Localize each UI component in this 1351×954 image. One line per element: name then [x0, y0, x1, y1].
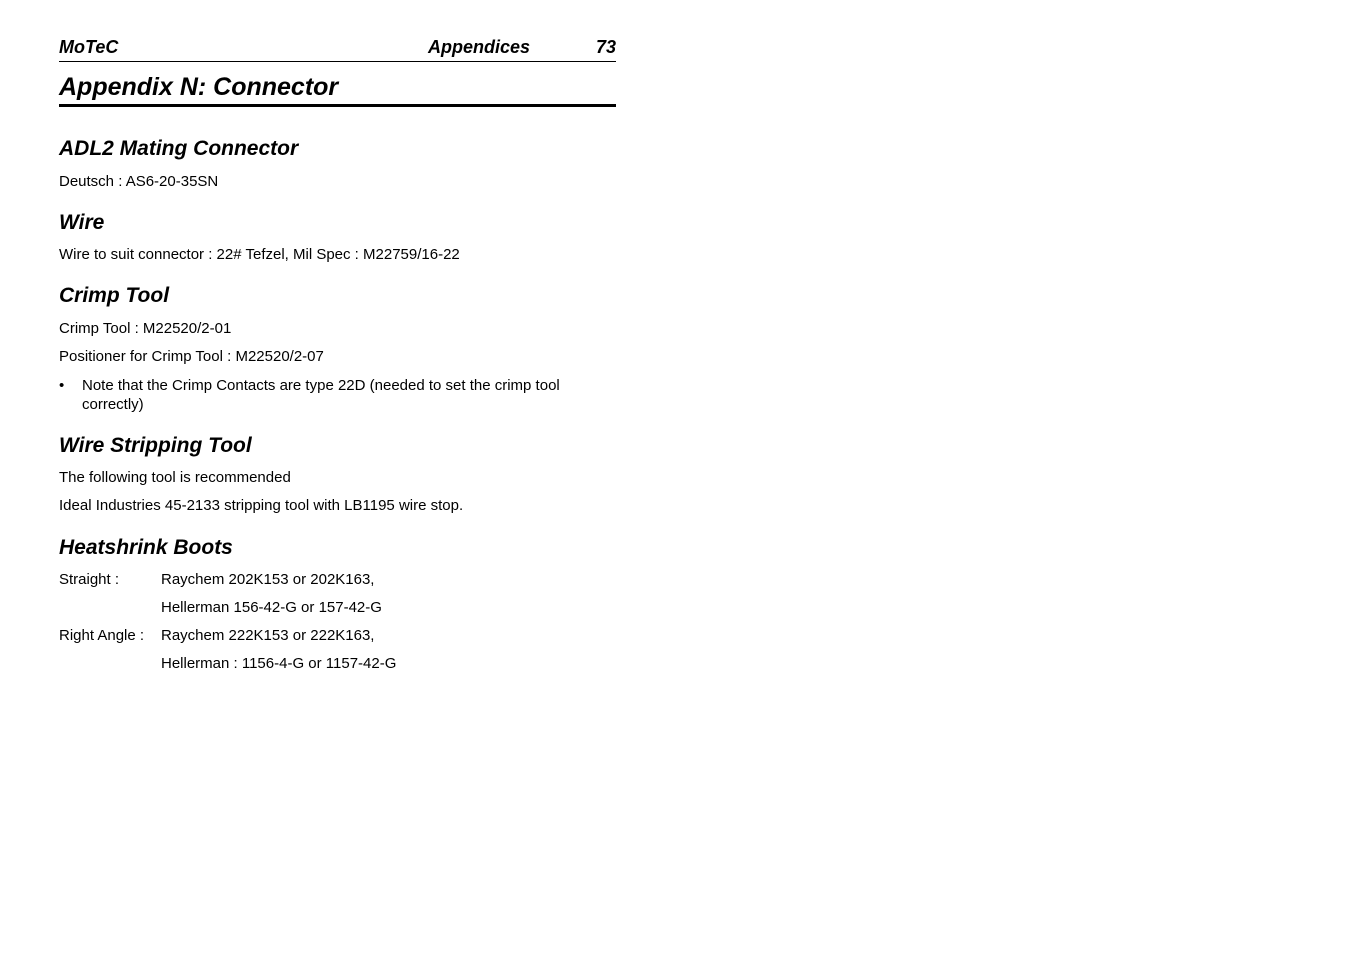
header-section: Appendices: [428, 37, 531, 57]
straight-value-1: Raychem 202K153 or 202K163,: [161, 571, 375, 588]
wire-text: Wire to suit connector : 22# Tefzel, Mil Spec : M22759/16-22: [59, 246, 460, 263]
running-header: [59, 37, 616, 62]
heading-crimp-tool: Crimp Tool: [59, 284, 170, 307]
right-angle-label: Right Angle :: [59, 627, 145, 644]
header-brand: MoTeC: [59, 37, 119, 57]
header-page-number: 73: [595, 37, 616, 57]
stripping-intro: The following tool is recommended: [59, 469, 291, 486]
straight-label: Straight :: [59, 571, 120, 588]
heading-wire: Wire: [59, 211, 105, 234]
right-angle-value-2: Hellerman : 1156-4-G or 1157-42-G: [161, 655, 397, 672]
heading-heatshrink-boots: Heatshrink Boots: [59, 536, 233, 559]
crimp-note-text: Note that the Crimp Contacts are type 22D (needed to set the crimp tool correctly): [82, 377, 560, 413]
straight-value-2: Hellerman 156-42-G or 157-42-G: [161, 599, 382, 616]
heading-mating-connector: ADL2 Mating Connector: [59, 137, 299, 160]
stripping-tool-text: Ideal Industries 45-2133 stripping tool with LB1195 wire stop.: [59, 497, 464, 514]
crimp-note-bullet: [59, 376, 616, 414]
bullet-dot: •: [59, 377, 65, 394]
heading-wire-stripping-tool: Wire Stripping Tool: [59, 434, 252, 457]
crimp-tool-line: Crimp Tool : M22520/2-01: [59, 320, 232, 337]
right-angle-value-1: Raychem 222K153 or 222K163,: [161, 627, 375, 644]
crimp-positioner-line: Positioner for Crimp Tool : M22520/2-07: [59, 348, 324, 365]
mating-connector-text: Deutsch : AS6-20-35SN: [59, 173, 219, 190]
chapter-title: Appendix N: Connector: [59, 71, 616, 107]
